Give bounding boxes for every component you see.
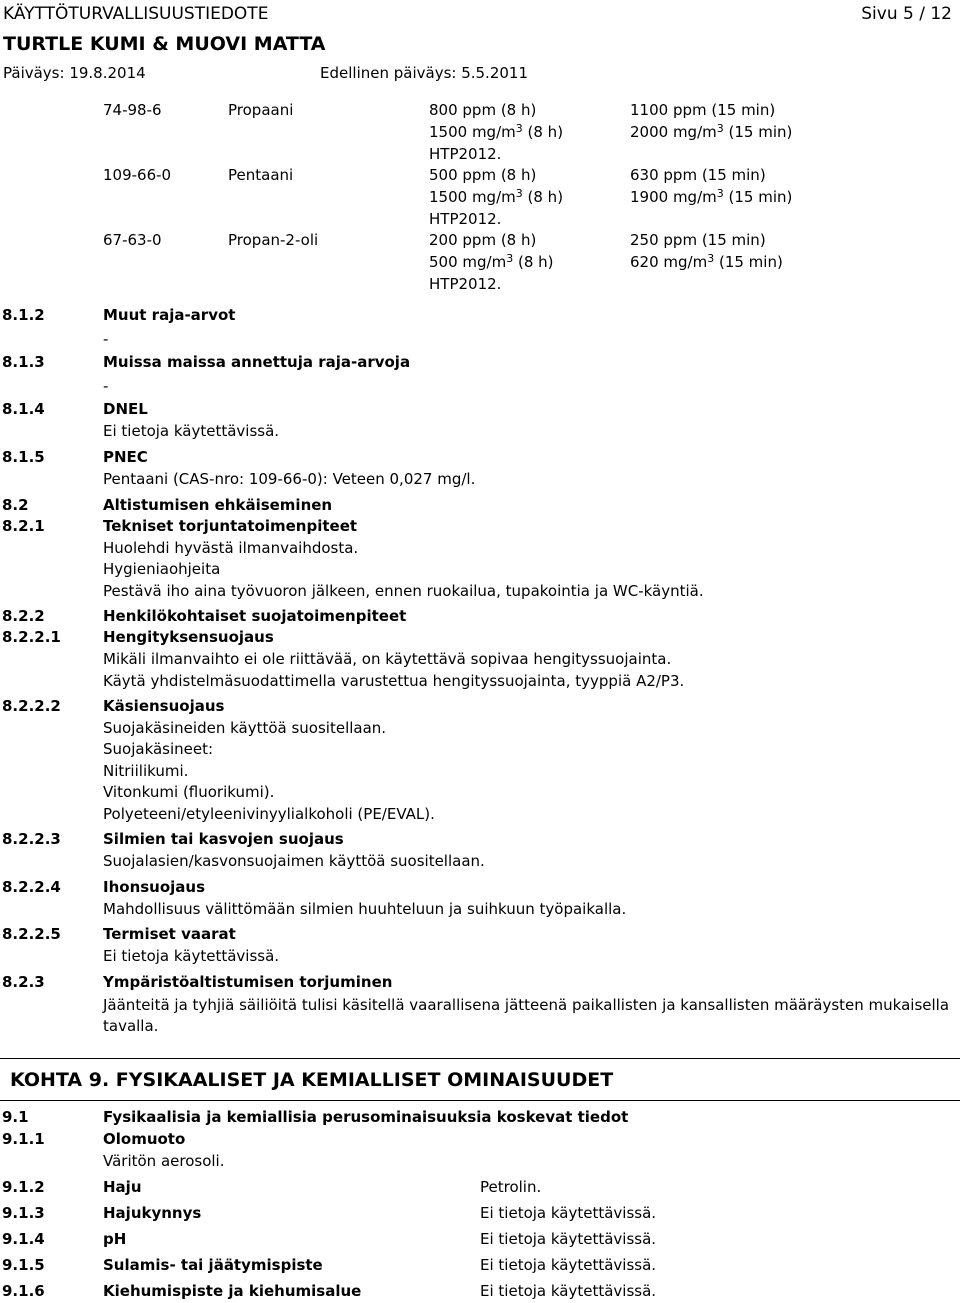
property-label: Kiehumispiste ja kiehumisalue	[103, 1282, 362, 1300]
property-value: Ei tietoja käytettävissä.	[480, 1282, 657, 1300]
cas-number: 109-66-0	[103, 166, 172, 184]
section-title: Henkilökohtaiset suojatoimenpiteet	[103, 607, 407, 625]
section-number: 8.2.2.5	[2, 925, 61, 943]
property-value: Ei tietoja käytettävissä.	[480, 1256, 657, 1274]
property-label: Sulamis- tai jäätymispiste	[103, 1256, 323, 1274]
section-title: Silmien tai kasvojen suojaus	[103, 830, 344, 848]
section-text: Käytä yhdistelmäsuodattimella varustettua hengityssuojainta, tyyppiä A2/P3.	[103, 672, 685, 690]
substance-name: Propaani	[228, 101, 294, 119]
section-number: 8.2.2.3	[2, 830, 61, 848]
stel-ppm: 1100 ppm (15 min)	[630, 101, 776, 119]
twa-ppm: 800 ppm (8 h)	[429, 101, 537, 119]
property-number: 9.1.5	[2, 1256, 45, 1274]
section-number: 8.1.4	[2, 400, 45, 418]
section-text: Vitonkumi (fluorikumi).	[103, 783, 275, 801]
section-title: Hengityksensuojaus	[103, 628, 274, 646]
section-number: 8.1.3	[2, 353, 45, 371]
section-number: 8.2	[2, 496, 29, 514]
property-number: 9.1.4	[2, 1230, 45, 1248]
section-number: 8.2.3	[2, 973, 45, 991]
twa-ppm: 500 ppm (8 h)	[429, 166, 537, 184]
section-text: Nitriilikumi.	[103, 762, 189, 780]
stel-mg: 620 $mg/m^3$ (15 min)	[630, 252, 783, 271]
substance-name: Propan-2-oli	[228, 231, 319, 249]
section-title: Käsiensuojaus	[103, 697, 225, 715]
section-title: Muut raja-arvot	[103, 306, 236, 324]
section-text: Huolehdi hyvästä ilmanvaihdosta.	[103, 539, 359, 557]
section-text: Ei tietoja käytettävissä.	[103, 422, 280, 440]
section-number: 8.2.2.1	[2, 628, 61, 646]
section-text: Mahdollisuus välittömään silmien huuhteluun ja suihkuun työpaikalla.	[103, 900, 627, 918]
section-text: Jäänteitä ja tyhjiä säiliöitä tulisi käsitellä vaarallisena jätteenä paikallisten ja kansallisten määräysten mukaisella tavalla.	[103, 996, 950, 1035]
section-number: 8.1.2	[2, 306, 45, 324]
section-text: Polyeteeni/etyleenivinyylialkoholi (PE/EVAL).	[103, 805, 435, 823]
section-number: 9.1.1	[2, 1130, 45, 1148]
twa-reference: HTP2012.	[429, 210, 502, 228]
section-text: -	[103, 377, 109, 395]
property-label: Hajukynnys	[103, 1204, 202, 1222]
section-9-heading: KOHTA 9. FYSIKAALISET JA KEMIALLISET OMINAISUUDET	[3, 1068, 723, 1092]
section-text: Suojakäsineet:	[103, 740, 214, 758]
property-value: Petrolin.	[480, 1178, 542, 1196]
section-title: Ihonsuojaus	[103, 878, 206, 896]
issue-date: Päiväys: 19.8.2014	[3, 64, 146, 82]
page-number: Sivu 5 / 12	[861, 4, 952, 24]
section-title: Altistumisen ehkäiseminen	[103, 496, 333, 514]
stel-mg: 2000 $mg/m^3$ (15 min)	[630, 122, 793, 141]
twa-mg: 1500 $mg/m^3$ (8 h)	[429, 122, 564, 141]
property-value: Ei tietoja käytettävissä.	[480, 1204, 657, 1222]
cas-number: 74-98-6	[103, 101, 162, 119]
twa-mg: 1500 $mg/m^3$ (8 h)	[429, 187, 564, 206]
twa-reference: HTP2012.	[429, 275, 502, 293]
property-label: Haju	[103, 1178, 142, 1196]
product-name: TURTLE KUMI & MUOVI MATTA	[3, 33, 326, 55]
section-text: Väritön aerosoli.	[103, 1152, 225, 1170]
cas-number: 67-63-0	[103, 231, 162, 249]
stel-mg: 1900 $mg/m^3$ (15 min)	[630, 187, 793, 206]
property-number: 9.1.3	[2, 1204, 45, 1222]
property-number: 9.1.2	[2, 1178, 45, 1196]
twa-ppm: 200 ppm (8 h)	[429, 231, 537, 249]
section-text: Mikäli ilmanvaihto ei ole riittävää, on käytettävä sopivaa hengityssuojainta.	[103, 650, 672, 668]
section-title: Ympäristöaltistumisen torjuminen	[103, 973, 393, 991]
section-divider	[0, 1100, 960, 1101]
section-text: Ei tietoja käytettävissä.	[103, 947, 280, 965]
section-number: 8.2.2	[2, 607, 45, 625]
section-text: Suojalasien/kasvonsuojaimen käyttöä suositellaan.	[103, 852, 485, 870]
section-text: Suojakäsineiden käyttöä suositellaan.	[103, 719, 387, 737]
stel-ppm: 250 ppm (15 min)	[630, 231, 766, 249]
twa-reference: HTP2012.	[429, 145, 502, 163]
section-text: Pentaani (CAS-nro: 109-66-0): Veteen 0,027 mg/l.	[103, 470, 476, 488]
property-value: Ei tietoja käytettävissä.	[480, 1230, 657, 1248]
section-title: Fysikaalisia ja kemiallisia perusominaisuuksia koskevat tiedot	[103, 1108, 629, 1126]
substance-name: Pentaani	[228, 166, 294, 184]
section-title: DNEL	[103, 400, 148, 418]
section-number: 8.2.2.4	[2, 878, 61, 896]
section-text: Hygieniaohjeita	[103, 560, 221, 578]
section-title: Tekniset torjuntatoimenpiteet	[103, 517, 358, 535]
property-label: pH	[103, 1230, 127, 1248]
section-title: Olomuoto	[103, 1130, 186, 1148]
section-text: -	[103, 330, 109, 348]
section-divider	[0, 1058, 960, 1059]
section-title: Muissa maissa annettuja raja-arvoja	[103, 353, 411, 371]
section-number: 8.2.1	[2, 517, 45, 535]
section-title: Termiset vaarat	[103, 925, 236, 943]
section-number: 9.1	[2, 1108, 29, 1126]
twa-mg: 500 $mg/m^3$ (8 h)	[429, 252, 554, 271]
previous-date: Edellinen päiväys: 5.5.2011	[320, 64, 529, 82]
property-number: 9.1.6	[2, 1282, 45, 1300]
document-type: KÄYTTÖTURVALLISUUSTIEDOTE	[3, 4, 269, 24]
section-number: 8.2.2.2	[2, 697, 61, 715]
stel-ppm: 630 ppm (15 min)	[630, 166, 766, 184]
section-title: PNEC	[103, 448, 148, 466]
section-text: Pestävä iho aina työvuoron jälkeen, ennen ruokailua, tupakointia ja WC-käyntiä.	[103, 582, 704, 600]
section-number: 8.1.5	[2, 448, 45, 466]
